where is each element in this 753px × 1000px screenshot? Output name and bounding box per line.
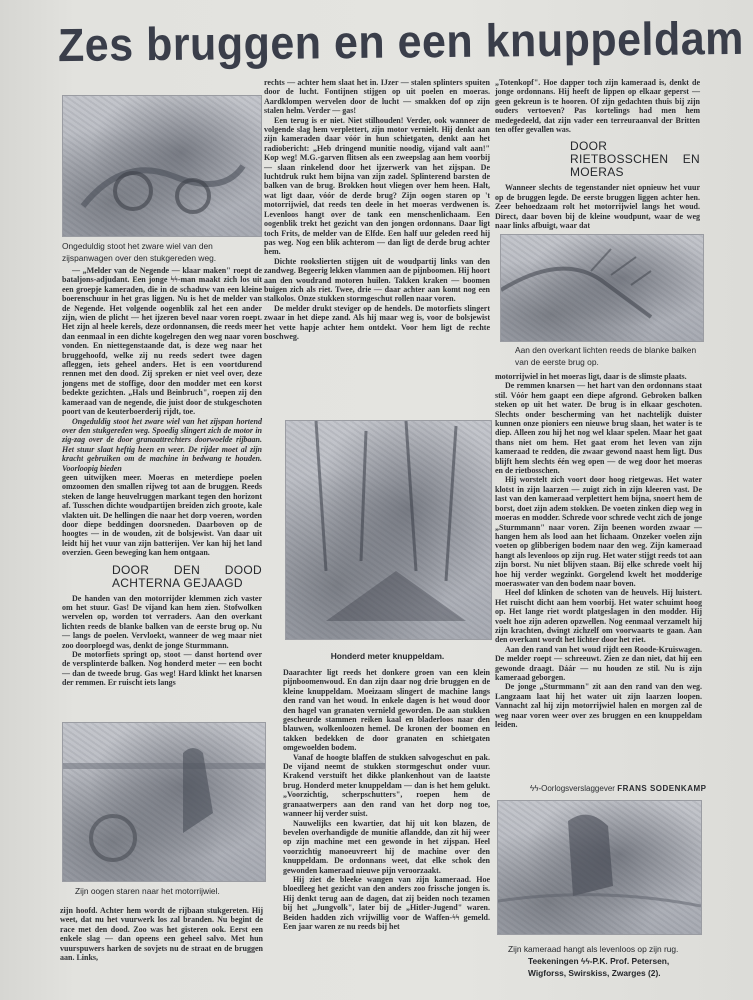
article-column-2-continued xyxy=(283,668,490,931)
illustration-forest-log-road xyxy=(285,420,492,640)
image-caption: Honderd meter knuppeldam. xyxy=(330,651,445,661)
article-column-1 xyxy=(62,266,262,688)
byline-role: ϟϟ-Oorlogsverslaggever xyxy=(530,784,615,793)
paragraph: De jonge „Sturmmann" zit aan den rand van den weg. Langzaam laat hij het water uit zijn laarzen loopen. Vannacht zal hij zijn motorrijwiel halen en morgen zal de weg naar voren weer over zes bruggen en een knuppeldam leiden. xyxy=(495,682,702,730)
paragraph: Aan den rand van het woud rijdt een Roode-Kruiswagen. De melder roept — schreeuwt. Zien ze dan niet, dat hij een gewonde draagt. Dáár — nu houden ze stil. Nu is zijn kameraad geborgen. xyxy=(495,644,702,682)
byline xyxy=(530,784,706,793)
paragraph: Daarachter ligt reeds het donkere groen van een klein pijnboomenwoud. En dan zijn daar nog drie bruggen en de kleine knuppeldam. Moeizaam slingert de machine langs den rand van het woud. In enkele dagen is het woud door den hagel van granaten vernield geworden. De aan stukken gescheurde stammen reiken kaal en bladerloos naar den blauwen, wolkenloozen hemel. De kronen der boomen en takken bedekken de door granaten en schietgaten omgewoelden bodem. xyxy=(283,668,490,753)
article-column-1-continued xyxy=(60,906,263,962)
paragraph: De melder drukt steviger op de hendels. De motorfiets slingert zwaar in het diepe zand. Als hij maar weg is, voor de bolsjewist het vette hapje achter hem ontdekt. Voor hem ligt de rechte boschweg. xyxy=(264,303,490,341)
paragraph: Een terug is er niet. Niet stilhouden! Verder, ook wanneer de volgende slag hem verplettert, zijn motor vernielt. Hij denkt aan zijn kameraden daar vóór in hun schietgaten, denkt aan het radiobericht: „Heb dringend munitie noodig, vijand valt aan!" Kop weg! M.G.-garven flitsen als een zweepslag aan hem voorbij — slaan rinkelend door het ijzerwerk van het zijspan. De luchtdruk rukt hem bijna van zijn zadel. Splinterend barsten de balken van de brug. Brokken hout vliegen over hem heen. Halt, wat ligt daar, vóór de derde brug? Zijn oogen staren op 't motorrijwiel, dat reeds ten deele in het moeras verdwenen is. Levenloos hangt over de tank een menschenlichaam. Een oogenblik trekt het gezicht van den jongen ordonnans. Daar ligt toch Frits, de melder van de Elfde. Een half uur geleden reed hij pas weg. Nog een blik achterom — dan ligt de derde brug achter hem. xyxy=(264,115,490,257)
section-heading: DOOR DEN DOOD ACHTERNA GEJAAGD xyxy=(112,562,262,590)
headline: Zes bruggen en een knuppeldam xyxy=(57,12,745,72)
paragraph: De handen van den motorrijder klemmen zich vaster om het stuur. Gas! De vijand kan hem zien. Stofwolken wervelen op, worden tot verraders. Aan den overkant lichten reeds de blanke balken van de eerste brug op. Nu — langs de poelen. Vervloekt, wanneer de weg maar niet zoo doorploegd was, denkt de jonge Sturmmann. xyxy=(62,593,262,650)
paragraph: Ongeduldig stoot het zware wiel van het zijspan hortend over den stukgereden weg. Spoedig slingert zich de motor in zig-zag over de door granaattrechters doorwoelde rijbaan. Het stuur slaat heftig heen en weer. De rijder moet al zijn kracht gebruiken om de machine in bedwang te houden. Voorloopig bieden xyxy=(62,416,262,473)
illustration-broken-bridge xyxy=(500,234,704,342)
paragraph: „Totenkopf". Hoe dapper toch zijn kameraad is, denkt de jonge ordonnans. Hij heeft de lippen op elkaar geperst — geen gekreun is te hooren. Of zijn gedachten thuis bij zijn ouders vertoeven? Pas kortelings had men hem medegedeeld, dat zijn vader een terreuraanval der Britten ten offer gevallen was. xyxy=(495,78,700,135)
image-caption: Ongeduldig stoot het zware wiel van den zijspanwagen over den stukgereden weg. xyxy=(62,241,217,263)
section-heading: DOOR RIETBOSSCHEN EN MOERAS xyxy=(570,139,700,180)
image-caption: Aan den overkant lichten reeds de blanke balken van de eerste brug op. xyxy=(515,345,697,367)
paragraph: — „Melder van de Negende — klaar maken" roept de bataljons-adjudant. Een jonge ϟϟ-man maakt zich los uit een groepje kameraden, die in de schaduw van een kleine boerenschuur in het gras liggen. Nu is het de melder van de Negende. Het volgende oogenblik zal het een ander zijn, wien de plicht — het ijzeren bevel naar voren roept. Het zijn al heele kerels, deze ordonnansen, die reeds meer dan eenmaal in een dichte kogelregen den weg naar voren vonden. En niettegenstaande dat, is deze weg naar het bruggehoofd, welke zij nu reeds sedert twee dagen afleggen, iets geheel anders. Het is een voortdurend rennen met den dood. Zij spreken er niet veel over, deze jongens met de stoffige, door den modder met een korst bedekte gezichten. „Hals und Beinbruch", roepen zij den kameraad van de negende, die juist door de stukgeschoten poort van de keuterboerderij rijdt, toe. xyxy=(62,266,262,417)
article-column-2 xyxy=(264,78,490,341)
illustration-carrying-comrade xyxy=(497,800,702,935)
paragraph: rechts — achter hem slaat het in. IJzer — stalen splinters spuiten door de lucht. Fontijnen stijgen op uit poelen en moeras. Aardklompen wervelen door de lucht — smakken dof op zijn stalen helm. Verder — gas! xyxy=(264,78,490,116)
illustration-credits: Teekeningen ϟϟ-P.K. Prof. Petersen, Wigforss, Swirskiss, Zwarges (2). xyxy=(528,956,670,978)
image-caption: Zijn kameraad hangt als levenloos op zijn rug. xyxy=(508,944,679,954)
paragraph: Wanneer slechts de tegenstander niet opnieuw het vuur op de bruggen legde. De eerste bruggen liggen achter hen. Zeer behoedzaam rolt het motorrijwiel langs het woud. Direct, daar boven bij de kleine woudpunt, waar de weg naar links afbuigt, waar dat xyxy=(495,183,700,231)
article-column-3 xyxy=(495,78,700,230)
image-caption: Zijn oogen staren naar het motorrijwiel. xyxy=(75,886,220,896)
paragraph: Heel dof klinken de schoten van de heuvels. Hij luistert. Het ruischt dicht aan hem voorbij. Het water schuimt hoog op. Het lange riet wordt platgeslagen in den modder. Hij voelt hoe zijn aderen opzwellen. Nog eenmaal verzamelt hij zijn krachten, dwingt zichzelf om voorwaarts te gaan. Aan den overkant wordt het lichter door het riet. xyxy=(495,588,702,645)
paragraph: zijn hoofd. Achter hem wordt de rijbaan stukgereten. Hij weet, dat nu het vuurwerk los zal branden. Nu begint de race met den dood. Zoo was het gisteren ook. Eerst een enkele slag — dan opeens een geheel salvo. Met hun vuurspuwers harken de sovjets nu de straat en de bruggen aan. Links, xyxy=(60,906,263,963)
paragraph: De remmen knarsen — het hart van den ordonnans staat stil. Vóór hem gaapt een diepe afgrond. Gebroken balken steken op uit het water. De brug is in elkaar geschoten. Slechts onder bescherming van het nachtelijk duister kunnen onze pioniers een nieuwe brug slaan, het water is te diep. Alleen zou hij het nog wel klaar spelen. Maar het gaat thans niet om hem. Het gaat erom het leven van zijn kameraad te redden, die zwaar gewond naast hem ligt. Dus blijft hem slechts één weg open — de weg door het moeras en de rietbosschen. xyxy=(495,381,702,476)
paragraph: motorrijwiel in het moeras ligt, daar is de slimste plaats. xyxy=(495,372,687,381)
article-column-3-continued xyxy=(495,372,702,729)
illustration-soldier-motorcycle xyxy=(62,722,266,882)
byline-name: FRANS SODENKAMP xyxy=(617,784,707,793)
paragraph: Vanaf de hoogte blaffen de stukken salvogeschut en pak. De vijand neemt de stukken stormgeschut onder vuur. Krakend verstuift het dikke plankenhout van de laatste brug. Honderd meter knuppeldam — dan is het hem gelukt. „Voorzichtig, scherpschutters", roepen hem de granaatwerpers aan den rand van het dorp nog toe, wanneer hij verder suist. xyxy=(283,752,490,819)
paragraph: geen uitwijken meer. Moeras en meterdiepe poelen omzoomen den smallen rijweg tot aan de bruggen. Reeds steken de lange heuvelruggen markant tegen den horizont af. Tusschen dichte woudpartijen breiden zich groote, kale vlakten uit. De hellingen die naar het dorp voeren, worden door diepe beddingen doorsneden. Daarboven op de hoogtes — in de wouden, zit de bolsjewist. Van daar uit leidt hij het vuur van zijn batterijen. Ver kan hij het land overzien. Geen beweging kan hem ontgaan. xyxy=(62,472,262,558)
paragraph: Hij ziet de bleeke wangen van zijn kameraad. Hoe bloedleeg het gezicht van den anders zoo frissche jongen is. Hij denkt terug aan de dagen, dat zij beiden noch tezamen bij het „Jungvolk", later bij de „Hitler-Jugend" waren. Beiden hadden zich vrijwillig voor de Waffen-ϟϟ gemeld. Een jaar waren ze nu reeds bij het xyxy=(283,874,490,931)
paragraph: Hij worstelt zich voort door hoog rietgewas. Het water klotst in zijn laarzen — zuigt zich in zijn kleeren vast. De last van den kameraad verplettert hem bijna, snoert hem de borst, doet zijn adem stokken. De voeten zinken diep weg in moeras en modder. Schrede voor schrede vecht zich de jonge „Sturmmann" naar voren. Zijn beenen worden zwaar — hangen hem als lood aan het lichaam. Onzeker voelen zijn voeten op glibberigen bodem naar den weg. Zijn kameraad hangt als levenloos op zijn rug. Het water stijgt reeds tot aan zijn borst. Nu niet blijven staan. Bij elke schrede voelt hij hoe hij verder wegzinkt. Gorgelend kwelt het modderige moeraswater van den bodem naar boven. xyxy=(495,475,702,588)
paragraph: Dichte rookslierten stijgen uit de woudpartij links van den zandweg. Begeerig lekken vlammen aan de pijnboomen. Hij hoort aan den woudrand motoren huilen. Takken kraken — boomen buigen zich als riet. Twee, drie — daar achter aan komt nog een stalkolos. Onze stukken stormgeschut rollen naar voren. xyxy=(264,256,490,304)
paragraph: De motorfiets springt op, stoot — danst hortend over de versplinterde balken. Nog honderd meter — een bocht — dan de tweede brug. Gas weg! Hard klinkt het knarsen der remmen. Er ruischt iets langs xyxy=(62,650,262,688)
illustration-sidecar-motorcycle xyxy=(62,95,262,237)
paragraph: Nauwelijks een kwartier, dat hij uit kon blazen, de bevelen overhandigde de munitie aflandde, dan zit hij weer op zijn machine met een gewonde in het zijspan. Heel voorzichtig manoeuvreert hij de machine over den knuppeldam. De ordonnans weet, dat elke schok den gewonden kameraad nieuwe pijn veroorzaakt. xyxy=(283,818,490,875)
